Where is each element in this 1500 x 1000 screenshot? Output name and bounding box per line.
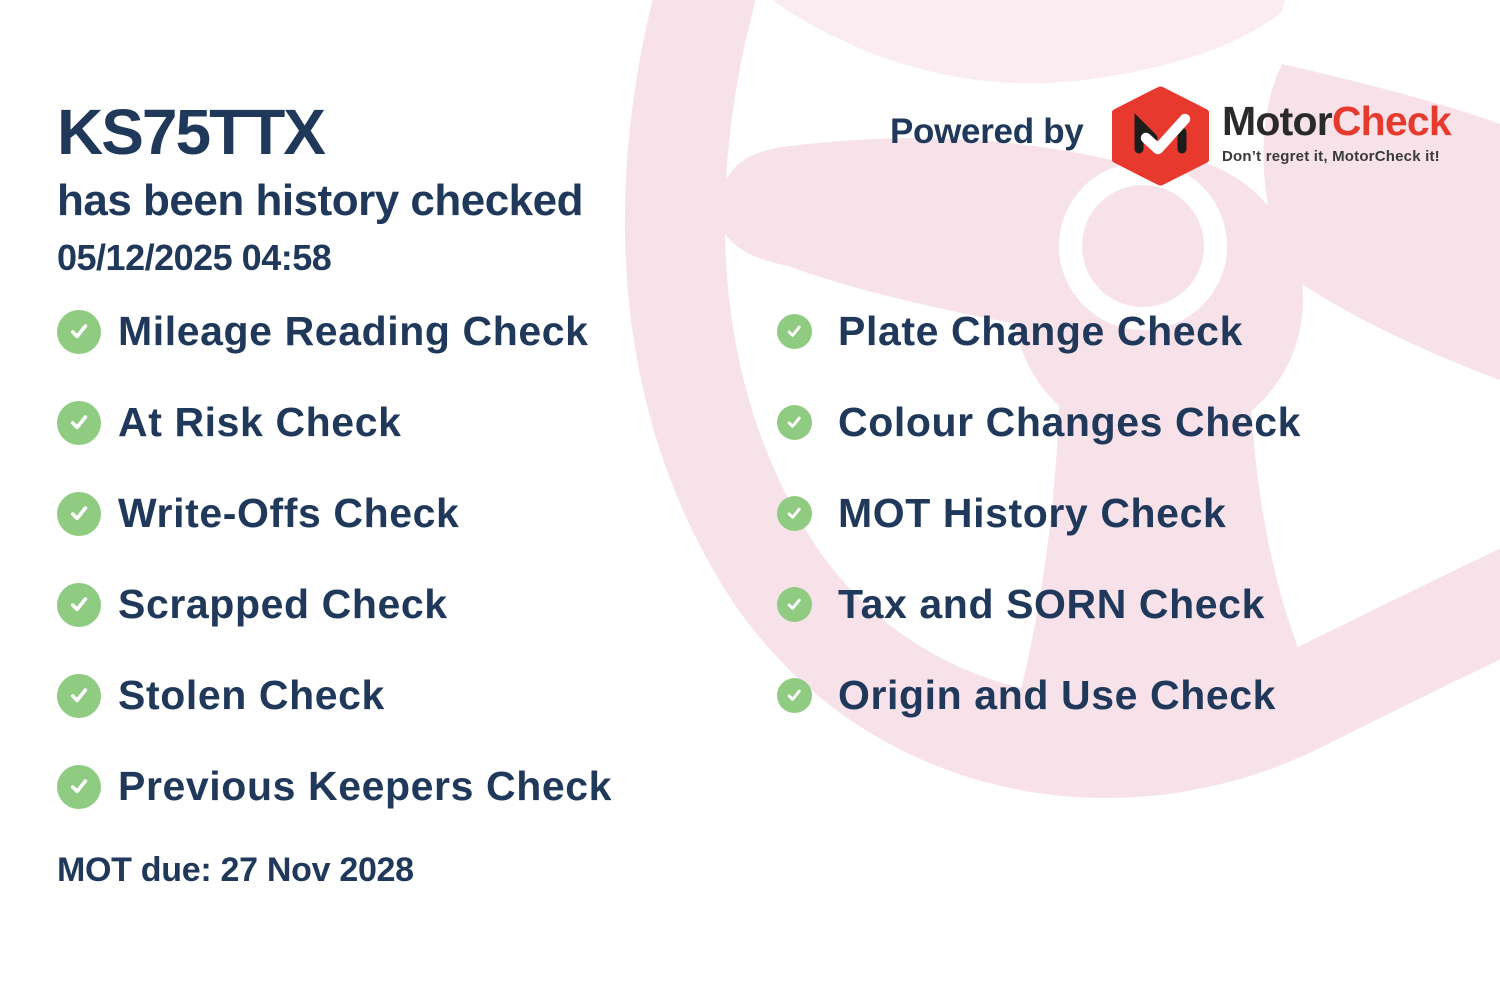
check-item — [57, 650, 612, 741]
check-item-label: At Risk Check — [118, 399, 402, 445]
check-circle-icon — [777, 314, 812, 349]
check-circle-icon — [57, 401, 101, 445]
brand-block — [1222, 98, 1451, 165]
brand-name — [1222, 98, 1451, 144]
check-item — [777, 286, 1301, 377]
check-item — [57, 741, 612, 832]
check-circle-icon — [777, 496, 812, 531]
check-circle-icon — [57, 674, 101, 718]
check-timestamp: 05/12/2025 04:58 — [57, 237, 332, 278]
check-item-label: Tax and SORN Check — [838, 581, 1265, 627]
check-circle-icon — [57, 583, 101, 627]
check-circle-icon — [777, 587, 812, 622]
powered-by-label: Powered by — [890, 112, 1084, 151]
check-item-label: Colour Changes Check — [838, 399, 1302, 445]
registration-plate: KS75TTX — [57, 96, 324, 168]
checks-column-right — [777, 286, 1301, 741]
check-item-label: Write-Offs Check — [118, 490, 460, 536]
check-item — [57, 286, 612, 377]
brand-tagline: Don’t regret it, MotorCheck it! — [1222, 148, 1440, 165]
check-item — [57, 377, 612, 468]
check-item-label: MOT History Check — [838, 490, 1227, 536]
check-item — [57, 559, 612, 650]
check-item — [777, 650, 1301, 741]
mot-due: MOT due: 27 Nov 2028 — [57, 851, 414, 889]
check-circle-icon — [57, 765, 101, 809]
check-circle-icon — [777, 405, 812, 440]
checks-column-left — [57, 286, 612, 832]
motorcheck-m-hexagon-icon — [1112, 86, 1209, 186]
check-circle-icon — [777, 678, 812, 713]
brand-name-check: Check — [1331, 98, 1451, 144]
check-item-label: Previous Keepers Check — [118, 763, 613, 809]
check-item-label: Scrapped Check — [118, 581, 448, 627]
check-item — [777, 559, 1301, 650]
subtitle: has been history checked — [57, 176, 583, 225]
check-item — [777, 377, 1301, 468]
check-item — [57, 468, 612, 559]
check-item-label: Plate Change Check — [838, 308, 1243, 354]
check-circle-icon — [57, 310, 101, 354]
check-item-label: Mileage Reading Check — [118, 308, 589, 354]
check-item — [777, 468, 1301, 559]
check-item-label: Origin and Use Check — [838, 672, 1277, 718]
brand-name-motor: Motor — [1222, 98, 1332, 144]
check-item-label: Stolen Check — [118, 672, 385, 718]
title-block — [57, 96, 583, 278]
check-circle-icon — [57, 492, 101, 536]
